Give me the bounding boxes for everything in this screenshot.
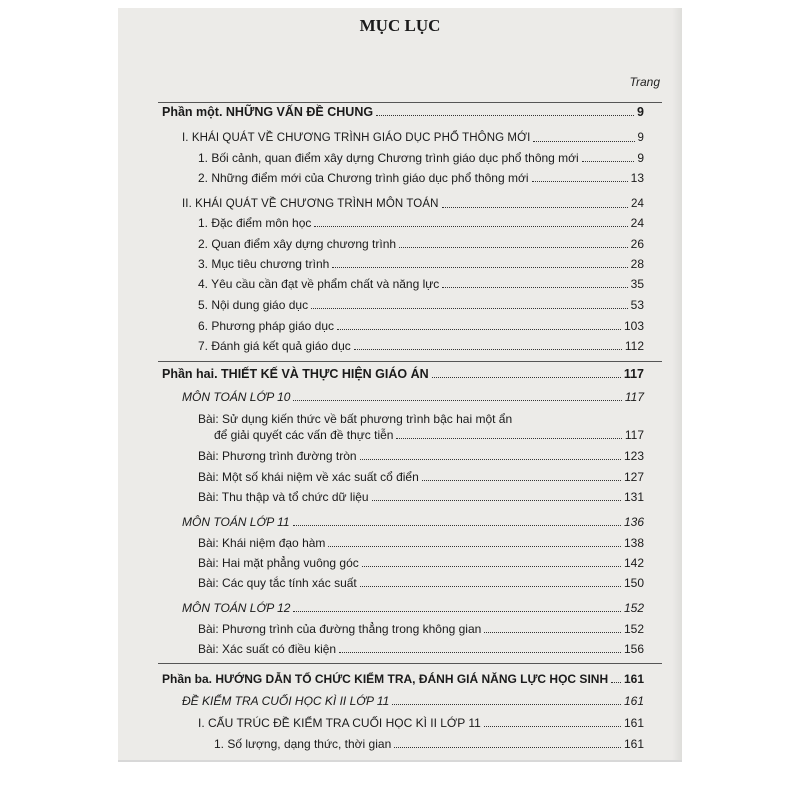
- entry-text: I. CẤU TRÚC ĐỀ KIỂM TRA CUỐI HỌC KÌ II LỚP 11: [198, 716, 481, 730]
- entry-text: Bài: Xác suất có điều kiện: [198, 642, 337, 656]
- entry-text: 6. Phương pháp giáo dục: [198, 319, 335, 333]
- toc-entry-part[interactable]: [162, 105, 644, 119]
- page-column-label: Trang: [629, 75, 660, 89]
- entry-text: Bài: Khái niệm đạo hàm: [198, 536, 326, 550]
- dot-leader: [362, 566, 621, 567]
- dot-leader: [396, 438, 621, 439]
- dot-leader: [372, 500, 621, 501]
- toc-entry-item[interactable]: [198, 298, 644, 312]
- dot-leader: [360, 459, 621, 460]
- entry-text: Bài: Phương trình đường tròn: [198, 449, 357, 463]
- entry-text: Phần hai. THIẾT KẾ VÀ THỰC HIỆN GIÁO ÁN: [162, 367, 429, 381]
- entry-text-line2: để giải quyết các vấn đề thực tiễn: [214, 428, 394, 442]
- entry-text: 4. Yêu cầu cần đạt về phẩm chất và năng lực: [198, 277, 440, 291]
- toc-entry-item[interactable]: [198, 536, 644, 550]
- toc-entry-item[interactable]: [198, 622, 644, 636]
- entry-page: 117: [623, 367, 644, 381]
- dot-leader: [394, 747, 621, 748]
- entry-text: 7. Đánh giá kết quả giáo dục: [198, 339, 351, 353]
- dot-leader: [293, 611, 621, 612]
- entry-page: 53: [630, 298, 644, 312]
- dot-leader: [339, 652, 621, 653]
- entry-page: 35: [630, 277, 644, 291]
- toc-entry-item[interactable]: [198, 449, 644, 463]
- entry-text: 1. Số lượng, dạng thức, thời gian: [214, 737, 392, 751]
- page-bottom-edge: [118, 760, 682, 762]
- dot-leader: [392, 704, 621, 705]
- dot-leader: [582, 161, 635, 162]
- entry-page: 152: [623, 622, 644, 636]
- toc-entry-item[interactable]: [198, 319, 644, 333]
- entry-text: II. KHÁI QUÁT VỀ CHƯƠNG TRÌNH MÔN TOÁN: [182, 198, 439, 210]
- toc-entry-item[interactable]: [198, 171, 644, 185]
- entry-page: 150: [623, 576, 644, 590]
- entry-text-line1: Bài: Sử dụng kiến thức về bất phương trình bậc hai một ẩn: [198, 412, 513, 426]
- entry-page: 136: [623, 515, 644, 529]
- entry-page: 161: [623, 716, 644, 730]
- dot-leader: [432, 377, 621, 378]
- entry-page: 152: [623, 601, 644, 615]
- entry-page: 26: [630, 237, 644, 251]
- toc-entry-item[interactable]: [198, 277, 644, 291]
- entry-page: 24: [631, 198, 644, 210]
- toc-entry-item[interactable]: [198, 470, 644, 484]
- toc-entry-subject[interactable]: [182, 390, 644, 404]
- dot-leader: [337, 329, 621, 330]
- toc-entry-part[interactable]: [162, 672, 644, 686]
- dot-leader: [314, 226, 627, 227]
- entry-text: Bài: Các quy tắc tính xác suất: [198, 576, 357, 590]
- entry-text: Phần ba. HƯỚNG DẪN TỔ CHỨC KIỂM TRA, ĐÁNH GIÁ NĂNG LỰC HỌC SINH: [162, 672, 609, 686]
- toc-entry-item[interactable]: [198, 576, 644, 590]
- entry-page: 161: [623, 672, 644, 686]
- entry-text: I. KHÁI QUÁT VỀ CHƯƠNG TRÌNH GIÁO DỤC PHỔ THÔNG MỚI: [182, 132, 531, 144]
- toc-entry-item[interactable]: [198, 257, 644, 271]
- toc-entry-item[interactable]: [198, 556, 644, 570]
- entry-page: 161: [623, 737, 644, 751]
- entry-page: 161: [623, 694, 644, 708]
- entry-text: 1. Bối cảnh, quan điểm xây dựng Chương trình giáo dục phổ thông mới: [198, 151, 579, 165]
- toc-entry-section[interactable]: [198, 716, 644, 730]
- entry-page: 9: [637, 151, 644, 165]
- dot-leader: [422, 480, 621, 481]
- dot-leader: [533, 141, 634, 142]
- toc-entry-item[interactable]: [198, 490, 644, 504]
- toc-entry-item[interactable]: [198, 151, 644, 165]
- entry-text: MÔN TOÁN LỚP 10: [182, 390, 291, 404]
- toc-entry-section[interactable]: [182, 131, 644, 145]
- toc-entry-item[interactable]: [214, 737, 644, 751]
- toc-entry-subject[interactable]: [182, 601, 644, 615]
- dot-leader: [484, 726, 621, 727]
- entry-text: Bài: Thu thập và tổ chức dữ liệu: [198, 490, 369, 504]
- dot-leader: [354, 349, 622, 350]
- entry-page: 117: [624, 428, 644, 442]
- entry-page: 138: [623, 536, 644, 550]
- entry-page: 28: [630, 257, 644, 271]
- entry-text: MÔN TOÁN LỚP 11: [182, 515, 290, 529]
- toc-entry-part[interactable]: [162, 367, 644, 381]
- entry-page: 112: [624, 339, 644, 353]
- entry-page: 9: [637, 105, 644, 119]
- toc-entry-item[interactable]: [198, 339, 644, 353]
- entry-text: Bài: Phương trình của đường thẳng trong không gian: [198, 622, 482, 636]
- entry-text: 1. Đặc điểm môn học: [198, 216, 312, 230]
- entry-page: 142: [623, 556, 644, 570]
- dot-leader: [611, 682, 621, 683]
- toc-entry-item[interactable]: [214, 428, 644, 442]
- entry-page: 9: [637, 132, 644, 144]
- entry-page: 127: [623, 470, 644, 484]
- entry-text: Phần một. NHỮNG VẤN ĐỀ CHUNG: [162, 105, 374, 119]
- entry-page: 131: [623, 490, 644, 504]
- entry-text: Bài: Hai mặt phẳng vuông góc: [198, 556, 359, 570]
- dot-leader: [442, 287, 627, 288]
- dot-leader: [328, 546, 621, 547]
- entry-text: ĐỀ KIỂM TRA CUỐI HỌC KÌ II LỚP 11: [182, 694, 390, 708]
- entry-text: 3. Mục tiêu chương trình: [198, 257, 330, 271]
- entry-text: MÔN TOÁN LỚP 12: [182, 601, 291, 615]
- dot-leader: [293, 525, 621, 526]
- toc-entry-item[interactable]: [198, 216, 644, 230]
- entry-text: 2. Quan điểm xây dựng chương trình: [198, 237, 397, 251]
- dot-leader: [311, 308, 628, 309]
- dot-leader: [442, 207, 629, 208]
- entry-page: 24: [630, 216, 644, 230]
- toc-entry-subject[interactable]: [182, 694, 644, 708]
- toc-entry-item[interactable]: [198, 642, 644, 656]
- dot-leader: [484, 632, 621, 633]
- toc-entry-section[interactable]: [182, 197, 644, 211]
- dot-leader: [399, 247, 628, 248]
- dot-leader: [360, 586, 621, 587]
- entry-page: 13: [630, 171, 644, 185]
- dot-leader: [332, 267, 627, 268]
- entry-page: 117: [624, 390, 644, 404]
- toc-entry-subject[interactable]: [182, 515, 644, 529]
- entry-text: 5. Nội dung giáo dục: [198, 298, 309, 312]
- entry-page: 156: [623, 642, 644, 656]
- toc-entry-item[interactable]: [198, 237, 644, 251]
- dot-leader: [293, 400, 621, 401]
- toc-title: MỤC LỤC: [359, 16, 441, 35]
- page-shadow: [672, 8, 682, 760]
- dot-leader: [532, 181, 628, 182]
- entry-page: 103: [623, 319, 644, 333]
- entry-text: Bài: Một số khái niệm về xác suất cổ điển: [198, 470, 419, 484]
- entry-page: 123: [623, 449, 644, 463]
- dot-leader: [376, 115, 634, 116]
- book-page: [118, 8, 682, 760]
- entry-text: 2. Những điểm mới của Chương trình giáo dục phổ thông mới: [198, 171, 529, 185]
